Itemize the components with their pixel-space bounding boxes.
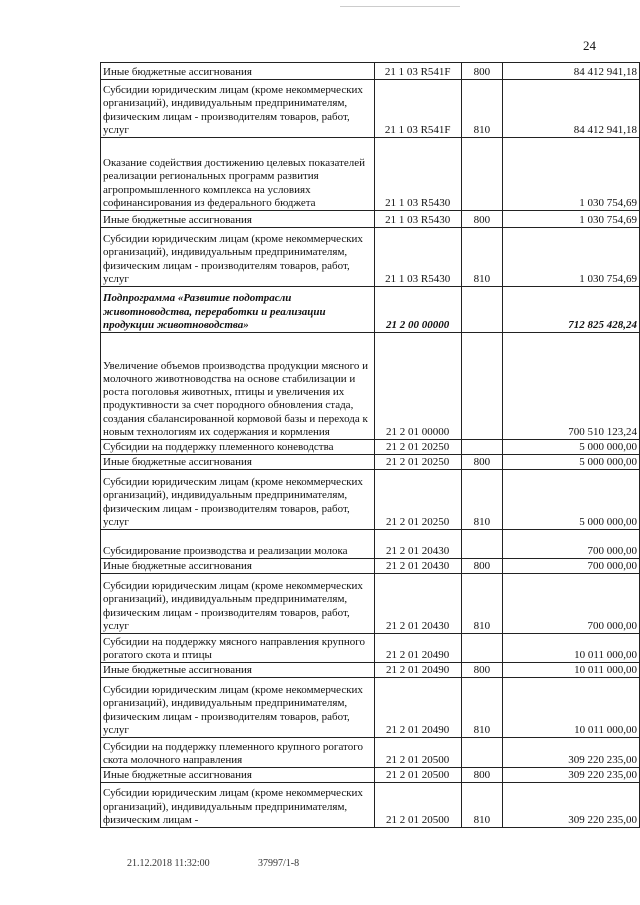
row-expense-type: 800	[461, 663, 503, 678]
row-code: 21 2 01 20250	[374, 455, 461, 470]
row-expense-type	[461, 440, 503, 455]
row-description: Иные бюджетные ассигнования	[101, 455, 375, 470]
row-amount: 5 000 000,00	[503, 455, 640, 470]
row-amount: 10 011 000,00	[503, 663, 640, 678]
row-code: 21 2 01 20430	[374, 559, 461, 574]
row-expense-type: 800	[461, 559, 503, 574]
row-description: Субсидии юридическим лицам (кроме некоммерческих организаций), индивидуальным предпринимателям, физическим лицам - производителям товаров, работ, услуг	[101, 80, 375, 138]
page-number: 24	[583, 38, 596, 53]
row-code: 21 2 01 20250	[374, 470, 461, 530]
table-row	[101, 287, 640, 333]
row-expense-type: 800	[461, 63, 503, 80]
row-amount: 700 000,00	[503, 574, 640, 634]
row-amount: 5 000 000,00	[503, 440, 640, 455]
row-expense-type	[461, 738, 503, 768]
row-expense-type: 810	[461, 678, 503, 738]
table-row	[101, 470, 640, 530]
row-description: Иные бюджетные ассигнования	[101, 768, 375, 783]
row-code: 21 2 01 20500	[374, 738, 461, 768]
row-description: Субсидии юридическим лицам (кроме некоммерческих организаций), индивидуальным предпринимателям, физическим лицам - производителям товаров, работ, услуг	[101, 470, 375, 530]
row-amount: 10 011 000,00	[503, 634, 640, 663]
row-code: 21 2 01 20430	[374, 574, 461, 634]
row-amount: 84 412 941,18	[503, 80, 640, 138]
row-description: Субсидии юридическим лицам (кроме некоммерческих организаций), индивидуальным предпринимателям, физическим лицам - производителям товаров, работ, услуг	[101, 574, 375, 634]
row-expense-type: 810	[461, 80, 503, 138]
table-row	[101, 455, 640, 470]
row-description: Иные бюджетные ассигнования	[101, 211, 375, 228]
row-description: Подпрограмма «Развитие подотрасли животноводства, переработки и реализации продукции животноводства»	[101, 287, 375, 333]
row-amount: 1 030 754,69	[503, 228, 640, 287]
row-code: 21 2 01 20490	[374, 634, 461, 663]
row-description: Иные бюджетные ассигнования	[101, 559, 375, 574]
table-row	[101, 738, 640, 768]
row-expense-type: 800	[461, 768, 503, 783]
row-amount: 700 510 123,24	[503, 333, 640, 440]
table-row	[101, 663, 640, 678]
row-description: Иные бюджетные ассигнования	[101, 663, 375, 678]
row-amount: 5 000 000,00	[503, 470, 640, 530]
table-row	[101, 80, 640, 138]
row-code: 21 1 03 R5430	[374, 138, 461, 211]
row-description: Субсидии на поддержку племенного коневодства	[101, 440, 375, 455]
table-row	[101, 530, 640, 559]
row-code: 21 1 03 R541F	[374, 80, 461, 138]
row-code: 21 2 00 00000	[374, 287, 461, 333]
row-description: Иные бюджетные ассигнования	[101, 63, 375, 80]
row-code: 21 2 01 20490	[374, 678, 461, 738]
row-amount: 700 000,00	[503, 530, 640, 559]
row-description: Оказание содействия достижению целевых показателей реализации региональных программ развития агропромышленного комплекса на условиях софинансирования из федерального бюджета	[101, 138, 375, 211]
footer-doc-number: 37997/1-8	[258, 858, 300, 869]
row-code: 21 2 01 00000	[374, 333, 461, 440]
row-amount: 712 825 428,24	[503, 287, 640, 333]
scan-artifact	[340, 6, 460, 7]
row-amount: 309 220 235,00	[503, 768, 640, 783]
footer-date: 21.12.2018 11:32:00	[127, 858, 210, 869]
row-amount: 309 220 235,00	[503, 738, 640, 768]
row-description: Субсидирование производства и реализации молока	[101, 530, 375, 559]
table-row	[101, 574, 640, 634]
row-amount: 700 000,00	[503, 559, 640, 574]
row-expense-type	[461, 333, 503, 440]
row-expense-type: 810	[461, 783, 503, 828]
table-row	[101, 228, 640, 287]
row-code: 21 1 03 R5430	[374, 211, 461, 228]
table-row	[101, 768, 640, 783]
row-expense-type	[461, 287, 503, 333]
budget-table-body	[101, 63, 640, 828]
row-code: 21 1 03 R5430	[374, 228, 461, 287]
row-expense-type: 800	[461, 455, 503, 470]
table-row	[101, 333, 640, 440]
row-expense-type	[461, 634, 503, 663]
row-code: 21 2 01 20500	[374, 768, 461, 783]
budget-table	[100, 62, 640, 828]
table-row	[101, 559, 640, 574]
table-row	[101, 211, 640, 228]
row-expense-type	[461, 138, 503, 211]
table-row	[101, 138, 640, 211]
row-code: 21 2 01 20490	[374, 663, 461, 678]
row-amount: 1 030 754,69	[503, 211, 640, 228]
row-code: 21 1 03 R541F	[374, 63, 461, 80]
table-row	[101, 440, 640, 455]
row-description: Субсидии на поддержку племенного крупного рогатого скота молочного направления	[101, 738, 375, 768]
table-row	[101, 63, 640, 80]
row-code: 21 2 01 20430	[374, 530, 461, 559]
table-row	[101, 678, 640, 738]
row-amount: 10 011 000,00	[503, 678, 640, 738]
row-description: Субсидии юридическим лицам (кроме некоммерческих организаций), индивидуальным предпринимателям, физическим лицам - производителям товаров, работ, услуг	[101, 678, 375, 738]
row-amount: 309 220 235,00	[503, 783, 640, 828]
row-description: Субсидии юридическим лицам (кроме некоммерческих организаций), индивидуальным предпринимателям, физическим лицам -	[101, 783, 375, 828]
row-expense-type: 810	[461, 228, 503, 287]
row-expense-type: 810	[461, 470, 503, 530]
row-expense-type: 810	[461, 574, 503, 634]
row-description: Субсидии на поддержку мясного направления крупного рогатого скота и птицы	[101, 634, 375, 663]
row-description: Субсидии юридическим лицам (кроме некоммерческих организаций), индивидуальным предпринимателям, физическим лицам - производителям товаров, работ, услуг	[101, 228, 375, 287]
row-description: Увеличение объемов производства продукции мясного и молочного животноводства на основе стабилизации и роста поголовья животных, птицы и увеличения их продуктивности за счет породного обновления стада, создания сбалансированной кормовой базы и перехода к новым технологиям их содержания и кормления	[101, 333, 375, 440]
row-amount: 1 030 754,69	[503, 138, 640, 211]
row-code: 21 2 01 20250	[374, 440, 461, 455]
row-expense-type: 800	[461, 211, 503, 228]
table-row	[101, 634, 640, 663]
row-expense-type	[461, 530, 503, 559]
row-amount: 84 412 941,18	[503, 63, 640, 80]
row-code: 21 2 01 20500	[374, 783, 461, 828]
table-row	[101, 783, 640, 828]
